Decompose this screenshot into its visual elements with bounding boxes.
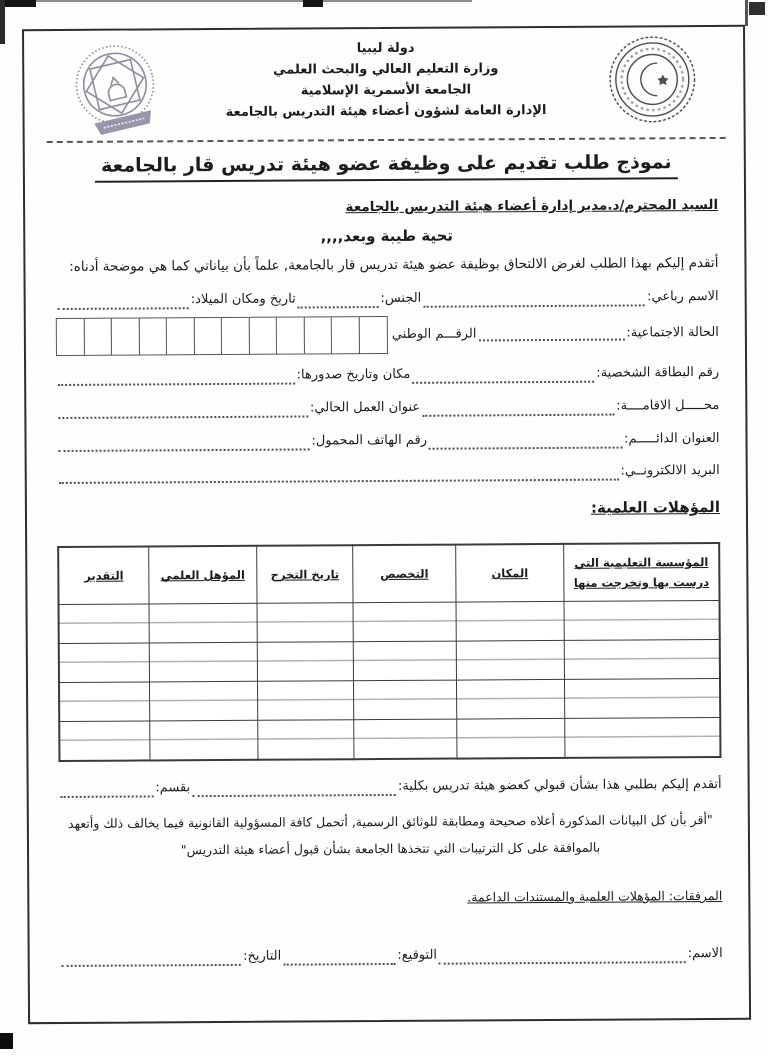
id-card-label: رقم البطاقة الشخصية: [596,364,720,381]
residence-fill-line [422,402,614,417]
date-label: التاريخ: [243,948,282,964]
birth-label: تاريخ ومكان الميلاد: [190,291,296,308]
full-name-label: الاسم رباعي: [647,288,719,305]
col-grade: التقدير [58,546,149,604]
national-number-boxes [56,316,388,356]
field-row-name-gender-birth [56,288,719,310]
scan-artifact [0,0,5,44]
qualifications-table [57,542,721,762]
mobile-fill-line [59,436,310,452]
acceptance-row [59,776,722,798]
name-label: الاسم: [687,945,723,962]
date-fill-line [62,952,242,967]
marital-status-label: الحالة الاجتماعية: [626,324,719,341]
mobile-label: رقم الهاتف المحمول: [311,432,428,449]
email-fill-line [59,467,619,484]
permanent-address-label: العنوان الدائـــــم: [623,430,720,447]
scan-artifact [745,0,748,26]
full-name-fill-line [423,292,645,307]
page-border-frame [22,25,751,1024]
national-number-label: الرقـــم الوطني [391,326,477,342]
scan-artifact [0,1033,13,1049]
salutation-line: تحية طيبة وبعد,,,, [320,226,454,246]
col-place: المكان [455,544,564,602]
id-issue-fill-line [58,371,295,386]
department-fill-line [61,783,154,798]
birth-fill-line [58,295,189,310]
declaration-paragraph: "أقر بأن كل البيانات المذكورة أعلاه صحيحة ومطابقة للوثائق الرسمية, أتحمل كافة المسؤولية القانونية فيما يخالف ذلك وأتعهد بالموافقة على كل الترتيبات التي تتخذها الجامعة بشأن قبول أعضاء هيئة التدريس" [67,812,713,858]
college-label: أتقدم إليكم بطلبي هذا بشأن قبولي كعضو هيئة تدريس بكلية: [397,776,722,794]
gender-fill-line [298,294,379,308]
attachments-note: المرفقات: المؤهلات العلمية والمستندات الداعمة. [467,887,723,905]
col-institution: المؤسسة التعليمية التي درست بها وتخرجت منها [564,543,720,601]
work-address-label: عنوان العمل الحالي: [309,399,421,416]
header-line-ministry: وزارة التعليم العالي والبحث العلمي [273,61,499,78]
qualification-empty-row [59,717,720,761]
work-address-fill-line [58,403,308,419]
field-row-email [57,462,720,484]
id-issue-label: مكان وتاريخ صدورها: [296,366,411,383]
scan-artifact [0,0,36,7]
signature-fill-line [283,951,395,966]
col-qualification: المؤهل العلمي [149,546,257,604]
residence-label: محـــــل الاقامــــة: [616,397,720,414]
email-label: البريد الالكترونــي: [620,462,720,479]
marital-status-fill-line [478,327,624,342]
field-row-permanent-mobile [56,430,719,452]
dashed-separator [47,137,726,143]
college-fill-line [192,782,396,797]
addressee-line: السيد المحترم/د.مدير إدارة أعضاء هيئة التدريس بالجامعة [345,196,719,216]
col-graduation: تاريخ التخرج [256,545,353,603]
field-row-marital-national-id [56,314,719,356]
qualification-empty-row [59,639,720,682]
permanent-address-fill-line [429,435,622,450]
qualification-empty-row [59,678,720,721]
department-label: بقسم: [155,780,191,796]
signature-row [60,945,723,967]
letterhead [54,33,718,133]
signature-label: التوقيع: [397,947,438,963]
scan-artifact [0,0,472,2]
scan-artifact [749,2,765,15]
qualifications-heading: المؤهلات العلمية: [590,497,720,517]
header-line-university: الجامعة الأسمرية الإسلامية [300,82,472,99]
gender-label: الجنس: [380,290,422,307]
col-specialty: التخصص [353,545,456,603]
form-content [24,27,749,1022]
government-seal-icon [601,33,704,130]
field-row-id-card [56,364,719,386]
form-title: نموذج طلب تقديم على وظيفة عضو هيئة تدريس قار بالجامعة [95,151,678,183]
intro-paragraph: أتقدم إليكم بهذا الطلب لغرض الالتحاق بوظيفة عضو هيئة تدريس قار بالجامعة, علماً بأن بياناتي كما هي موضحة أدناه: [69,254,719,275]
name-fill-line [439,949,686,965]
qualifications-header-row [58,543,719,605]
field-row-residence-work [56,397,719,419]
qualification-empty-row [59,600,720,643]
header-line-country: دولة ليبيا [356,40,415,57]
scan-artifact [303,0,323,7]
id-card-fill-line [412,369,594,384]
header-line-administration: الإدارة العامة لشؤون أعضاء هيئة التدريس بالجامعة [225,103,547,120]
